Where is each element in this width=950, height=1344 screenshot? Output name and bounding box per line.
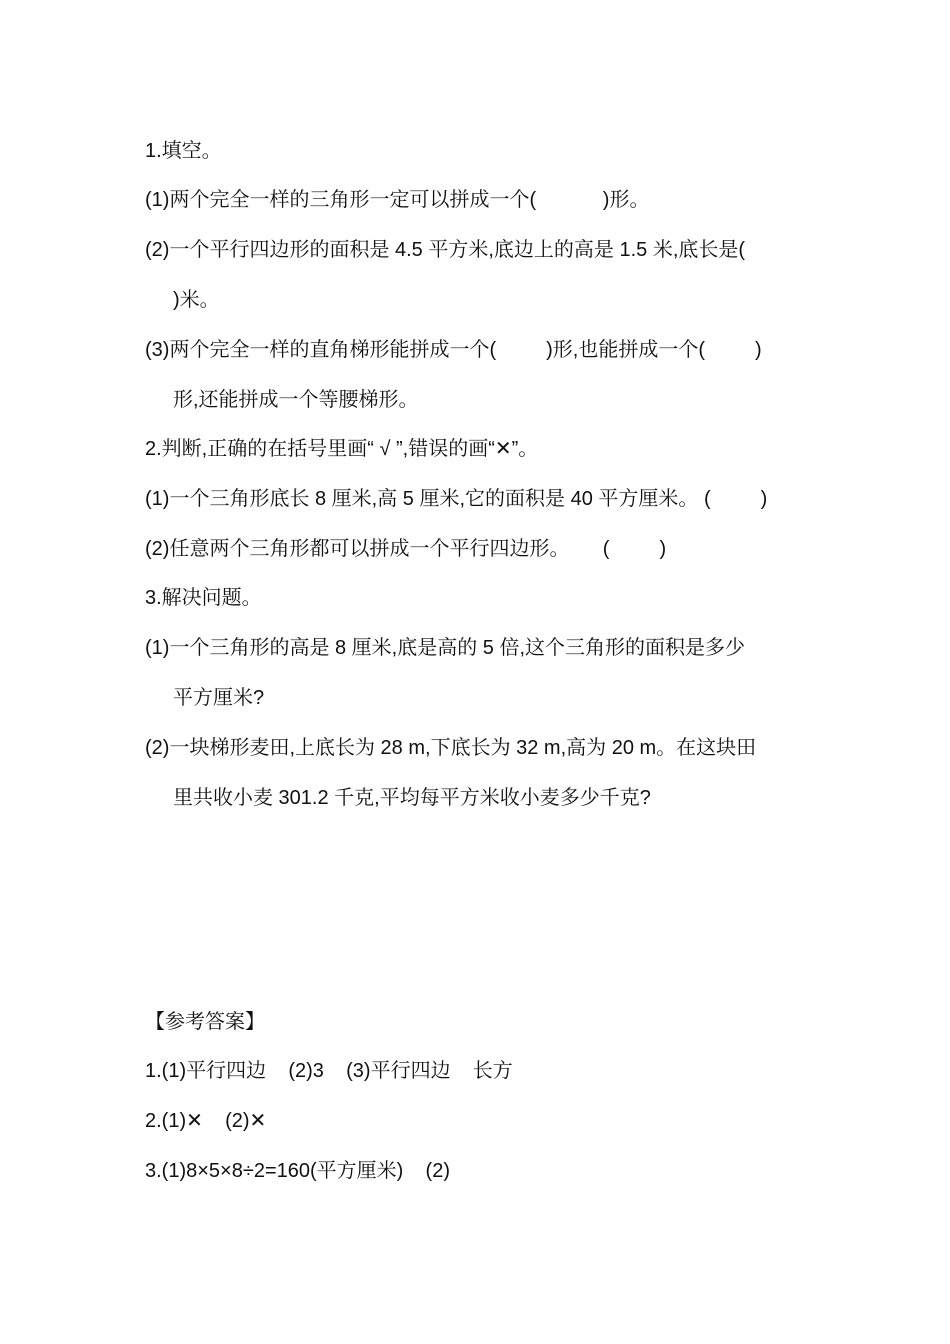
- q3-heading: 3.解决问题。: [145, 587, 262, 609]
- q3-part2-line1: (2)一块梯形麦田,上底长为 28 m,下底长为 32 m,高为 20 m。在这块田: [145, 737, 757, 759]
- q3-part2-line2: 里共收小麦 301.2 千克,平均每平方米收小麦多少千克?: [173, 787, 651, 809]
- q2-part2: (2)任意两个三角形都可以拼成一个平行四边形。 ( ): [145, 538, 667, 560]
- answer-1: 1.(1)平行四边 (2)3 (3)平行四边 长方: [145, 1060, 513, 1082]
- q1-part2-line1: (2)一个平行四边形的面积是 4.5 平方米,底边上的高是 1.5 米,底长是(: [145, 239, 746, 261]
- answers-heading: 【参考答案】: [145, 1011, 265, 1033]
- answer-3: 3.(1)8×5×8÷2=160(平方厘米) (2): [145, 1160, 450, 1182]
- q1-part2-line2: )米。: [173, 289, 220, 311]
- q1-part3-line1: (3)两个完全一样的直角梯形能拼成一个( )形,也能拼成一个( ): [145, 339, 762, 361]
- q1-heading: 1.填空。: [145, 140, 222, 162]
- q1-part3-line2: 形,还能拼成一个等腰梯形。: [173, 389, 419, 411]
- q2-part1: (1)一个三角形底长 8 厘米,高 5 厘米,它的面积是 40 平方厘米。 ( ): [145, 488, 768, 510]
- q3-part1-line2: 平方厘米?: [173, 687, 265, 709]
- q3-part1-line1: (1)一个三角形的高是 8 厘米,底是高的 5 倍,这个三角形的面积是多少: [145, 637, 746, 659]
- answer-2: 2.(1)✕ (2)✕: [145, 1110, 267, 1132]
- q1-part1: (1)两个完全一样的三角形一定可以拼成一个( )形。: [145, 189, 650, 211]
- q2-heading: 2.判断,正确的在括号里画“ √ ”,错误的画“✕”。: [145, 438, 539, 460]
